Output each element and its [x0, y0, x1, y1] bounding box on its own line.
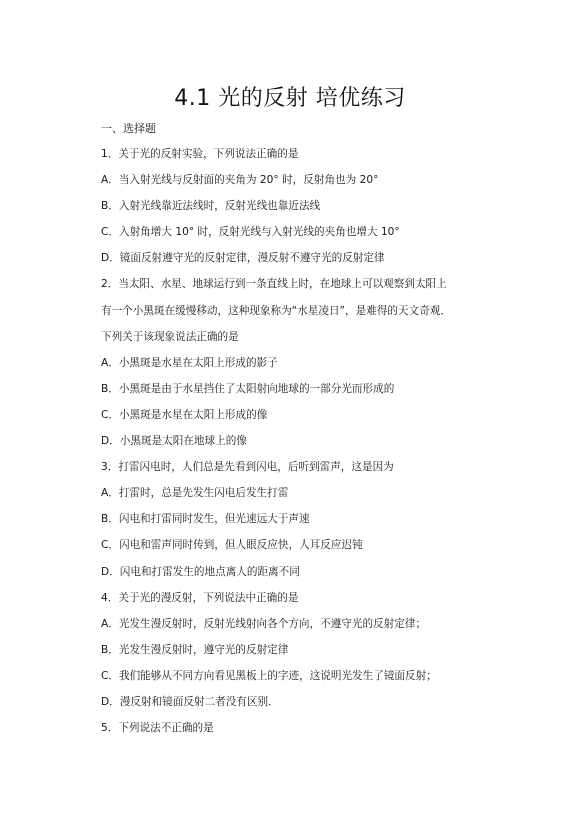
text-line: D．漫反射和镜面反射二者没有区别．: [101, 695, 279, 708]
text-line: D．闪电和打雷发生的地点离人的距离不同: [101, 565, 300, 578]
text-line: B．小黑斑是由于水星挡住了太阳射向地球的一部分光而形成的: [101, 382, 395, 395]
text-line: A．打雷时，总是先发生闪电后发生打雷: [101, 487, 289, 500]
text-line: 3．打雷闪电时，人们总是先看到闪电，后听到雷声，这是因为: [101, 461, 394, 474]
text-line: 5．下列说法不正确的是: [101, 722, 214, 735]
text-line: 4．关于光的漫反射，下列说法中正确的是: [101, 591, 299, 604]
text-line: A．小黑斑是水星在太阳上形成的影子: [101, 356, 278, 369]
text-line: C．小黑斑是水星在太阳上形成的像: [101, 408, 268, 421]
text-line: B．光发生漫反射时，遵守光的反射定律: [101, 643, 289, 656]
text-line: B．闪电和打雷同时发生，但光速远大于声速: [101, 513, 310, 526]
text-line: D．镜面反射遵守光的反射定律，漫反射不遵守光的反射定律: [101, 252, 385, 265]
text-line: C．闪电和雷声同时传到，但人眼反应快，人耳反应迟钝: [101, 539, 363, 552]
question-list: [101, 146, 501, 746]
text-line: A．当入射光线与反射面的夹角为 20° 时，反射角也为 20°: [101, 174, 379, 187]
section-heading: 一、选择题: [101, 122, 156, 135]
text-line: 有一个小黑斑在缓慢移动，这种现象称为“水星凌日”，是难得的天文奇观．: [101, 304, 451, 317]
document-title: 4.1 光的反射 培优练习: [174, 86, 406, 111]
text-line: A．光发生漫反射时，反射光线射向各个方向，不遵守光的反射定律；: [101, 617, 427, 630]
text-line: B．入射光线靠近法线时，反射光线也靠近法线: [101, 200, 321, 213]
text-line: 2．当太阳、水星、地球运行到一条直线上时，在地球上可以观察到太阳上: [101, 278, 447, 291]
text-line: C．我们能够从不同方向看见黑板上的字迹，这说明光发生了镜面反射；: [101, 669, 437, 682]
text-line: 下列关于该现象说法正确的是: [101, 330, 239, 343]
text-line: D．小黑斑是太阳在地球上的像: [101, 435, 247, 448]
text-line: 1．关于光的反射实验，下列说法正确的是: [101, 148, 299, 160]
text-line: C．入射角增大 10° 时，反射光线与入射光线的夹角也增大 10°: [101, 226, 400, 239]
